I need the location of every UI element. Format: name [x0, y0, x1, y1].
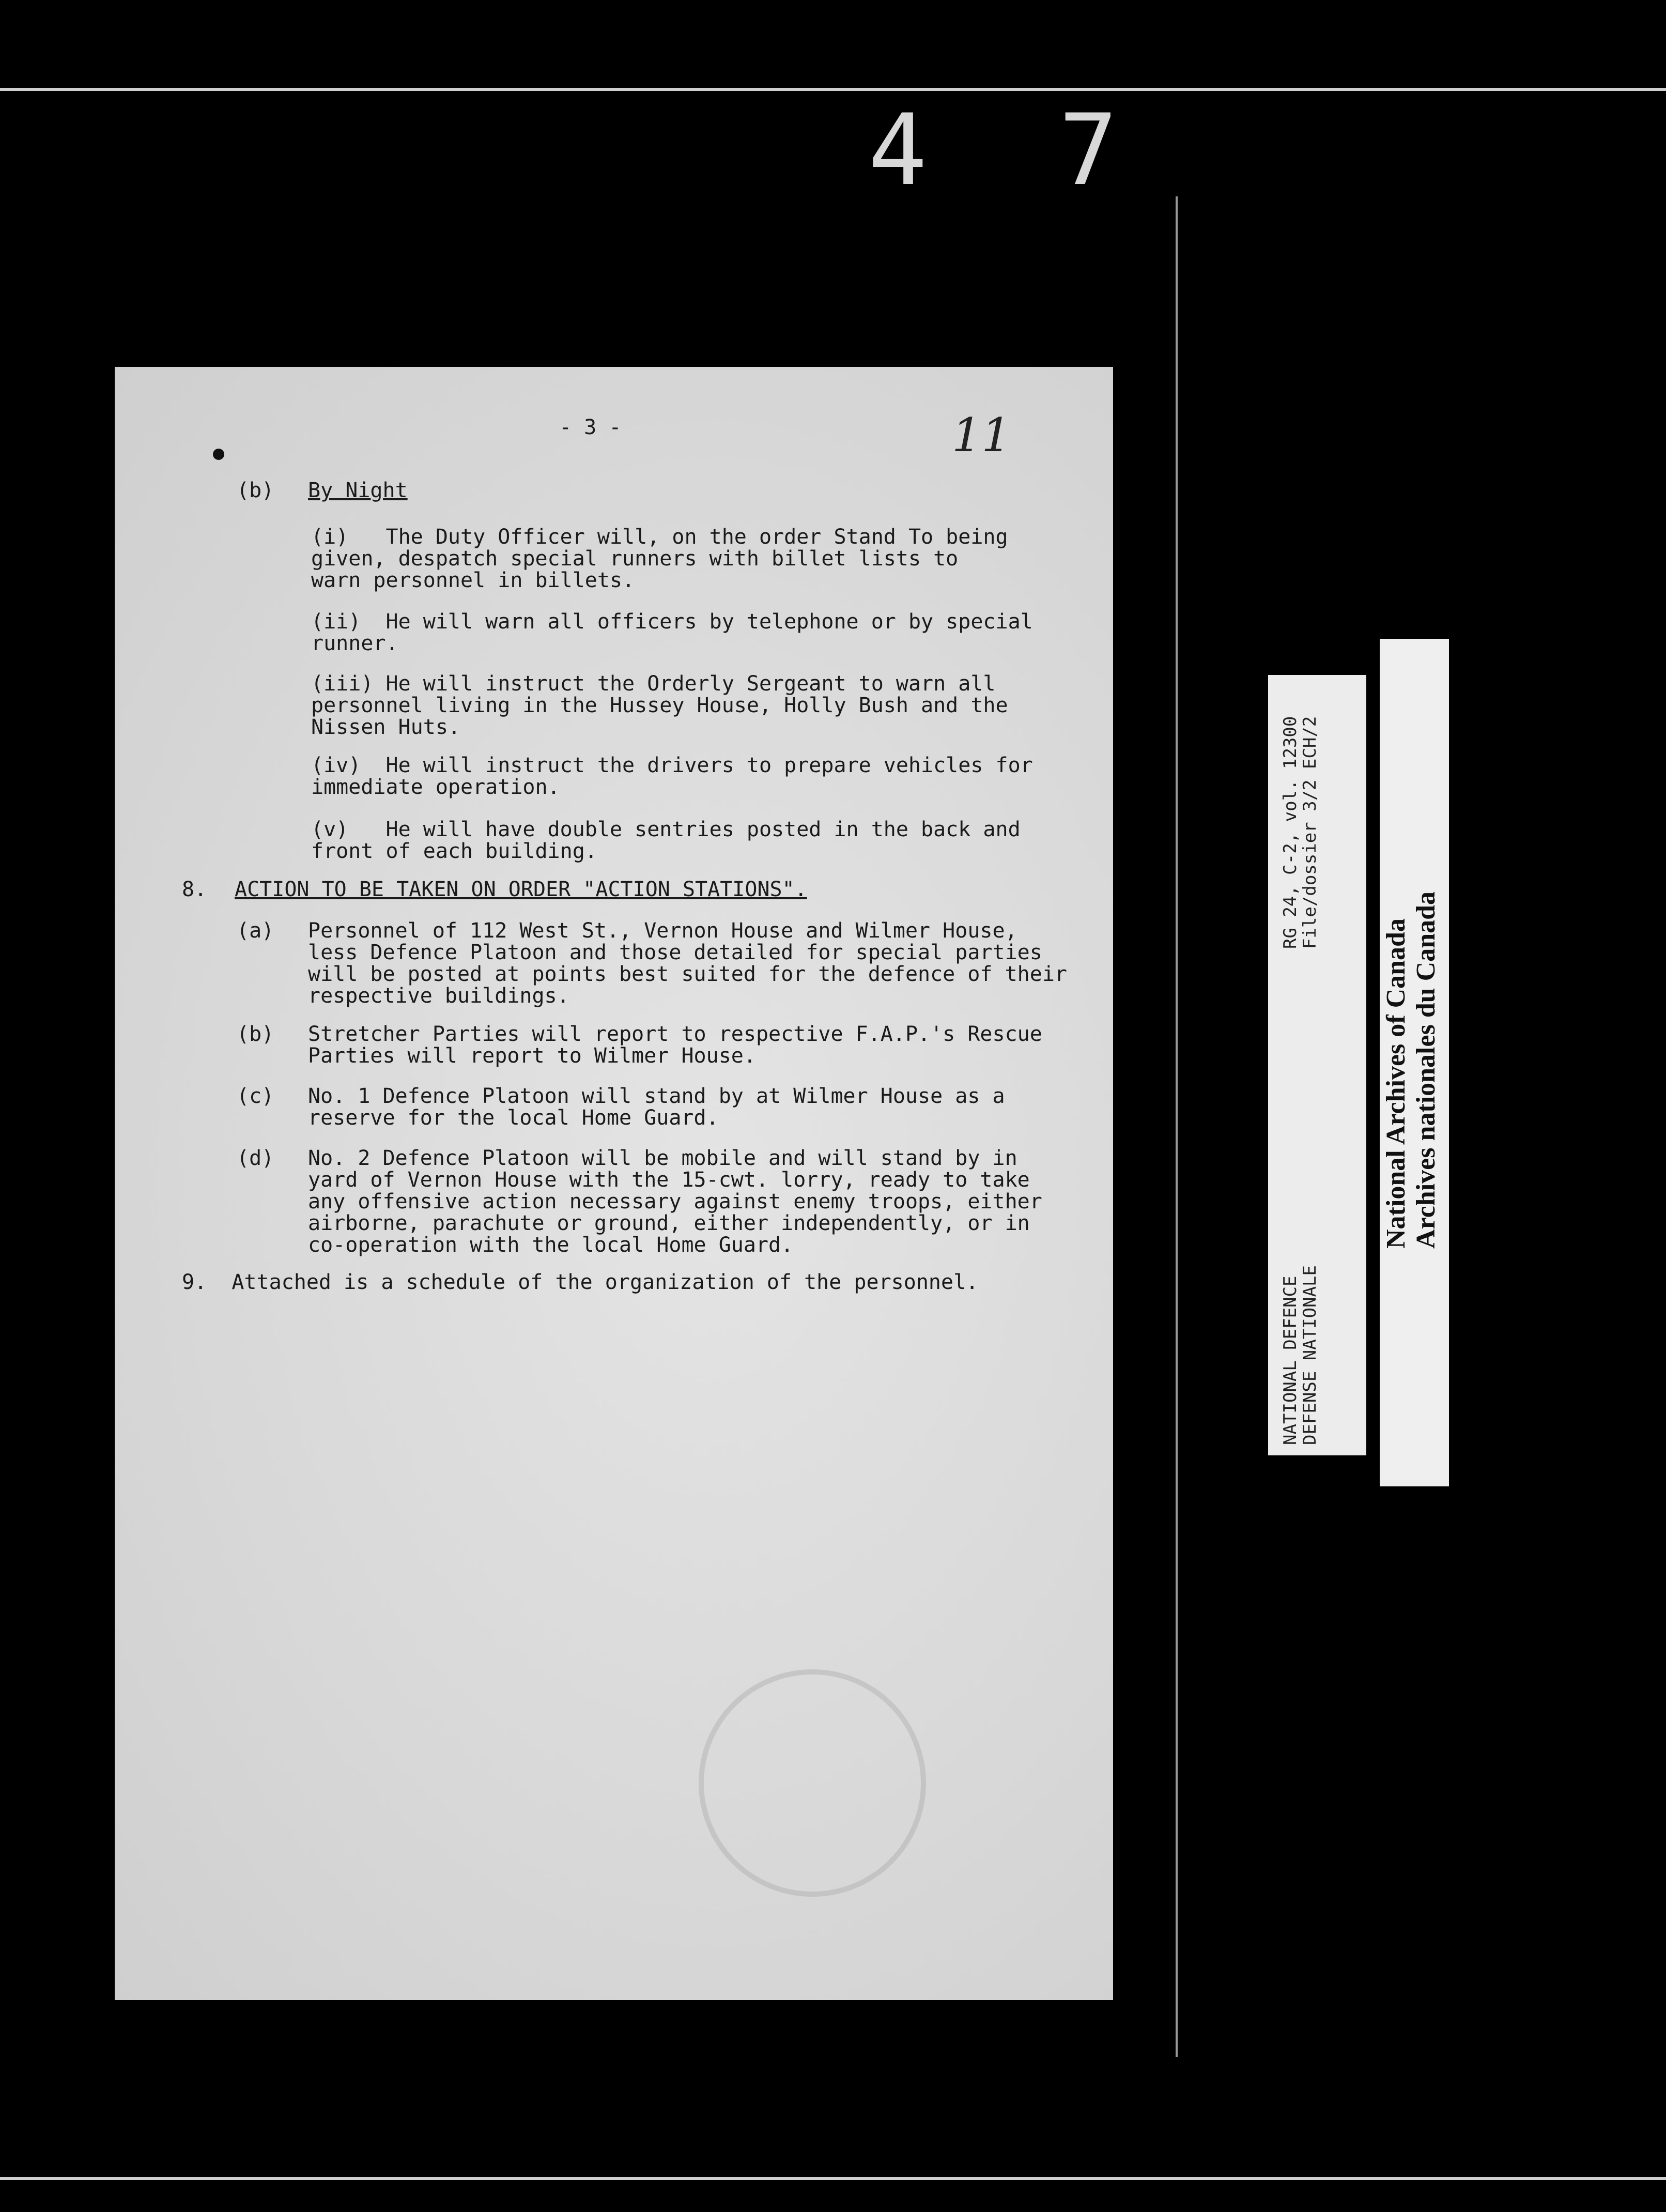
line: personnel living in the Hussey House, Holly Bush and the	[311, 694, 1008, 717]
list-item	[311, 673, 1117, 738]
watermark-stamp	[699, 1669, 926, 1897]
line: co-operation with the local Home Guard.	[308, 1233, 794, 1257]
section-8-heading: ACTION TO BE TAKEN ON ORDER "ACTION STATIONS".	[235, 878, 807, 901]
archive-line-1: National Archives of Canada	[1381, 918, 1411, 1249]
archive-label	[1380, 639, 1449, 1486]
reference-line-1: RG 24, C-2, vol. 12300	[1280, 716, 1301, 949]
line: any offensive action necessary against enemy troops, either	[308, 1190, 1042, 1213]
item-d-label: (d)	[237, 1146, 274, 1170]
list-item	[308, 1147, 1114, 1256]
list-item	[308, 1085, 1114, 1129]
department-line-1: NATIONAL DEFENCE	[1280, 1276, 1301, 1445]
item-a-label: (a)	[237, 919, 274, 943]
section-8-number: 8.	[182, 878, 207, 901]
film-top-rule	[0, 88, 1666, 91]
department-label	[1268, 675, 1366, 1455]
line: will be posted at points best suited for the defence of their	[308, 962, 1068, 986]
line: front of each building.	[311, 839, 597, 863]
list-item	[311, 819, 1117, 862]
frame-number: 4 7	[868, 93, 1154, 207]
line: (i) The Duty Officer will, on the order Stand To being	[311, 525, 1008, 549]
subsection-b-label: (b)	[237, 479, 274, 502]
page-number: - 3 -	[559, 416, 622, 439]
archive-line-2: Archives nationales du Canada	[1411, 891, 1441, 1249]
line: yard of Vernon House with the 15-cwt. lorry, ready to take	[308, 1168, 1030, 1192]
line: reserve for the local Home Guard.	[308, 1106, 719, 1130]
film-divider-line	[1176, 196, 1178, 2057]
line: immediate operation.	[311, 775, 560, 799]
line: No. 2 Defence Platoon will be mobile and will stand by in	[308, 1146, 1017, 1170]
list-item	[311, 755, 1117, 798]
section-9: 9. Attached is a schedule of the organization of the personnel.	[182, 1270, 979, 1294]
department-line-2: DEFENSE NATIONALE	[1300, 1265, 1320, 1445]
subsection-b-heading: By Night	[308, 479, 408, 502]
line: Nissen Huts.	[311, 715, 460, 739]
line: (iii) He will instruct the Orderly Sergeant to warn all	[311, 672, 996, 696]
item-b-label: (b)	[237, 1022, 274, 1046]
line: No. 1 Defence Platoon will stand by at Wilmer House as a	[308, 1084, 1005, 1108]
line: airborne, parachute or ground, either independently, or in	[308, 1211, 1030, 1235]
line: less Defence Platoon and those detailed for special parties	[308, 941, 1042, 964]
line: warn personnel in billets.	[311, 569, 635, 592]
line: Stretcher Parties will report to respective F.A.P.'s Rescue	[308, 1022, 1042, 1046]
film-bottom-rule	[0, 2177, 1666, 2180]
line: runner.	[311, 632, 398, 655]
line: given, despatch special runners with billet lists to	[311, 547, 959, 571]
document-page	[115, 367, 1113, 2000]
list-item	[308, 1023, 1114, 1067]
item-c-label: (c)	[237, 1084, 274, 1108]
line: (iv) He will instruct the drivers to prepare vehicles for	[311, 754, 1033, 777]
line: respective buildings.	[308, 984, 569, 1008]
line: Parties will report to Wilmer House.	[308, 1044, 756, 1068]
line: (v) He will have double sentries posted in the back and	[311, 818, 1021, 841]
line: (ii) He will warn all officers by telephone or by special	[311, 610, 1033, 634]
line: Personnel of 112 West St., Vernon House and Wilmer House,	[308, 919, 1017, 943]
ink-dot	[213, 449, 224, 460]
reference-line-2: File/dossier 3/2 ECH/2	[1300, 716, 1320, 949]
list-item	[311, 526, 1117, 591]
handwritten-page-mark: 11	[952, 408, 1011, 463]
list-item	[311, 611, 1117, 654]
list-item	[308, 920, 1114, 1007]
